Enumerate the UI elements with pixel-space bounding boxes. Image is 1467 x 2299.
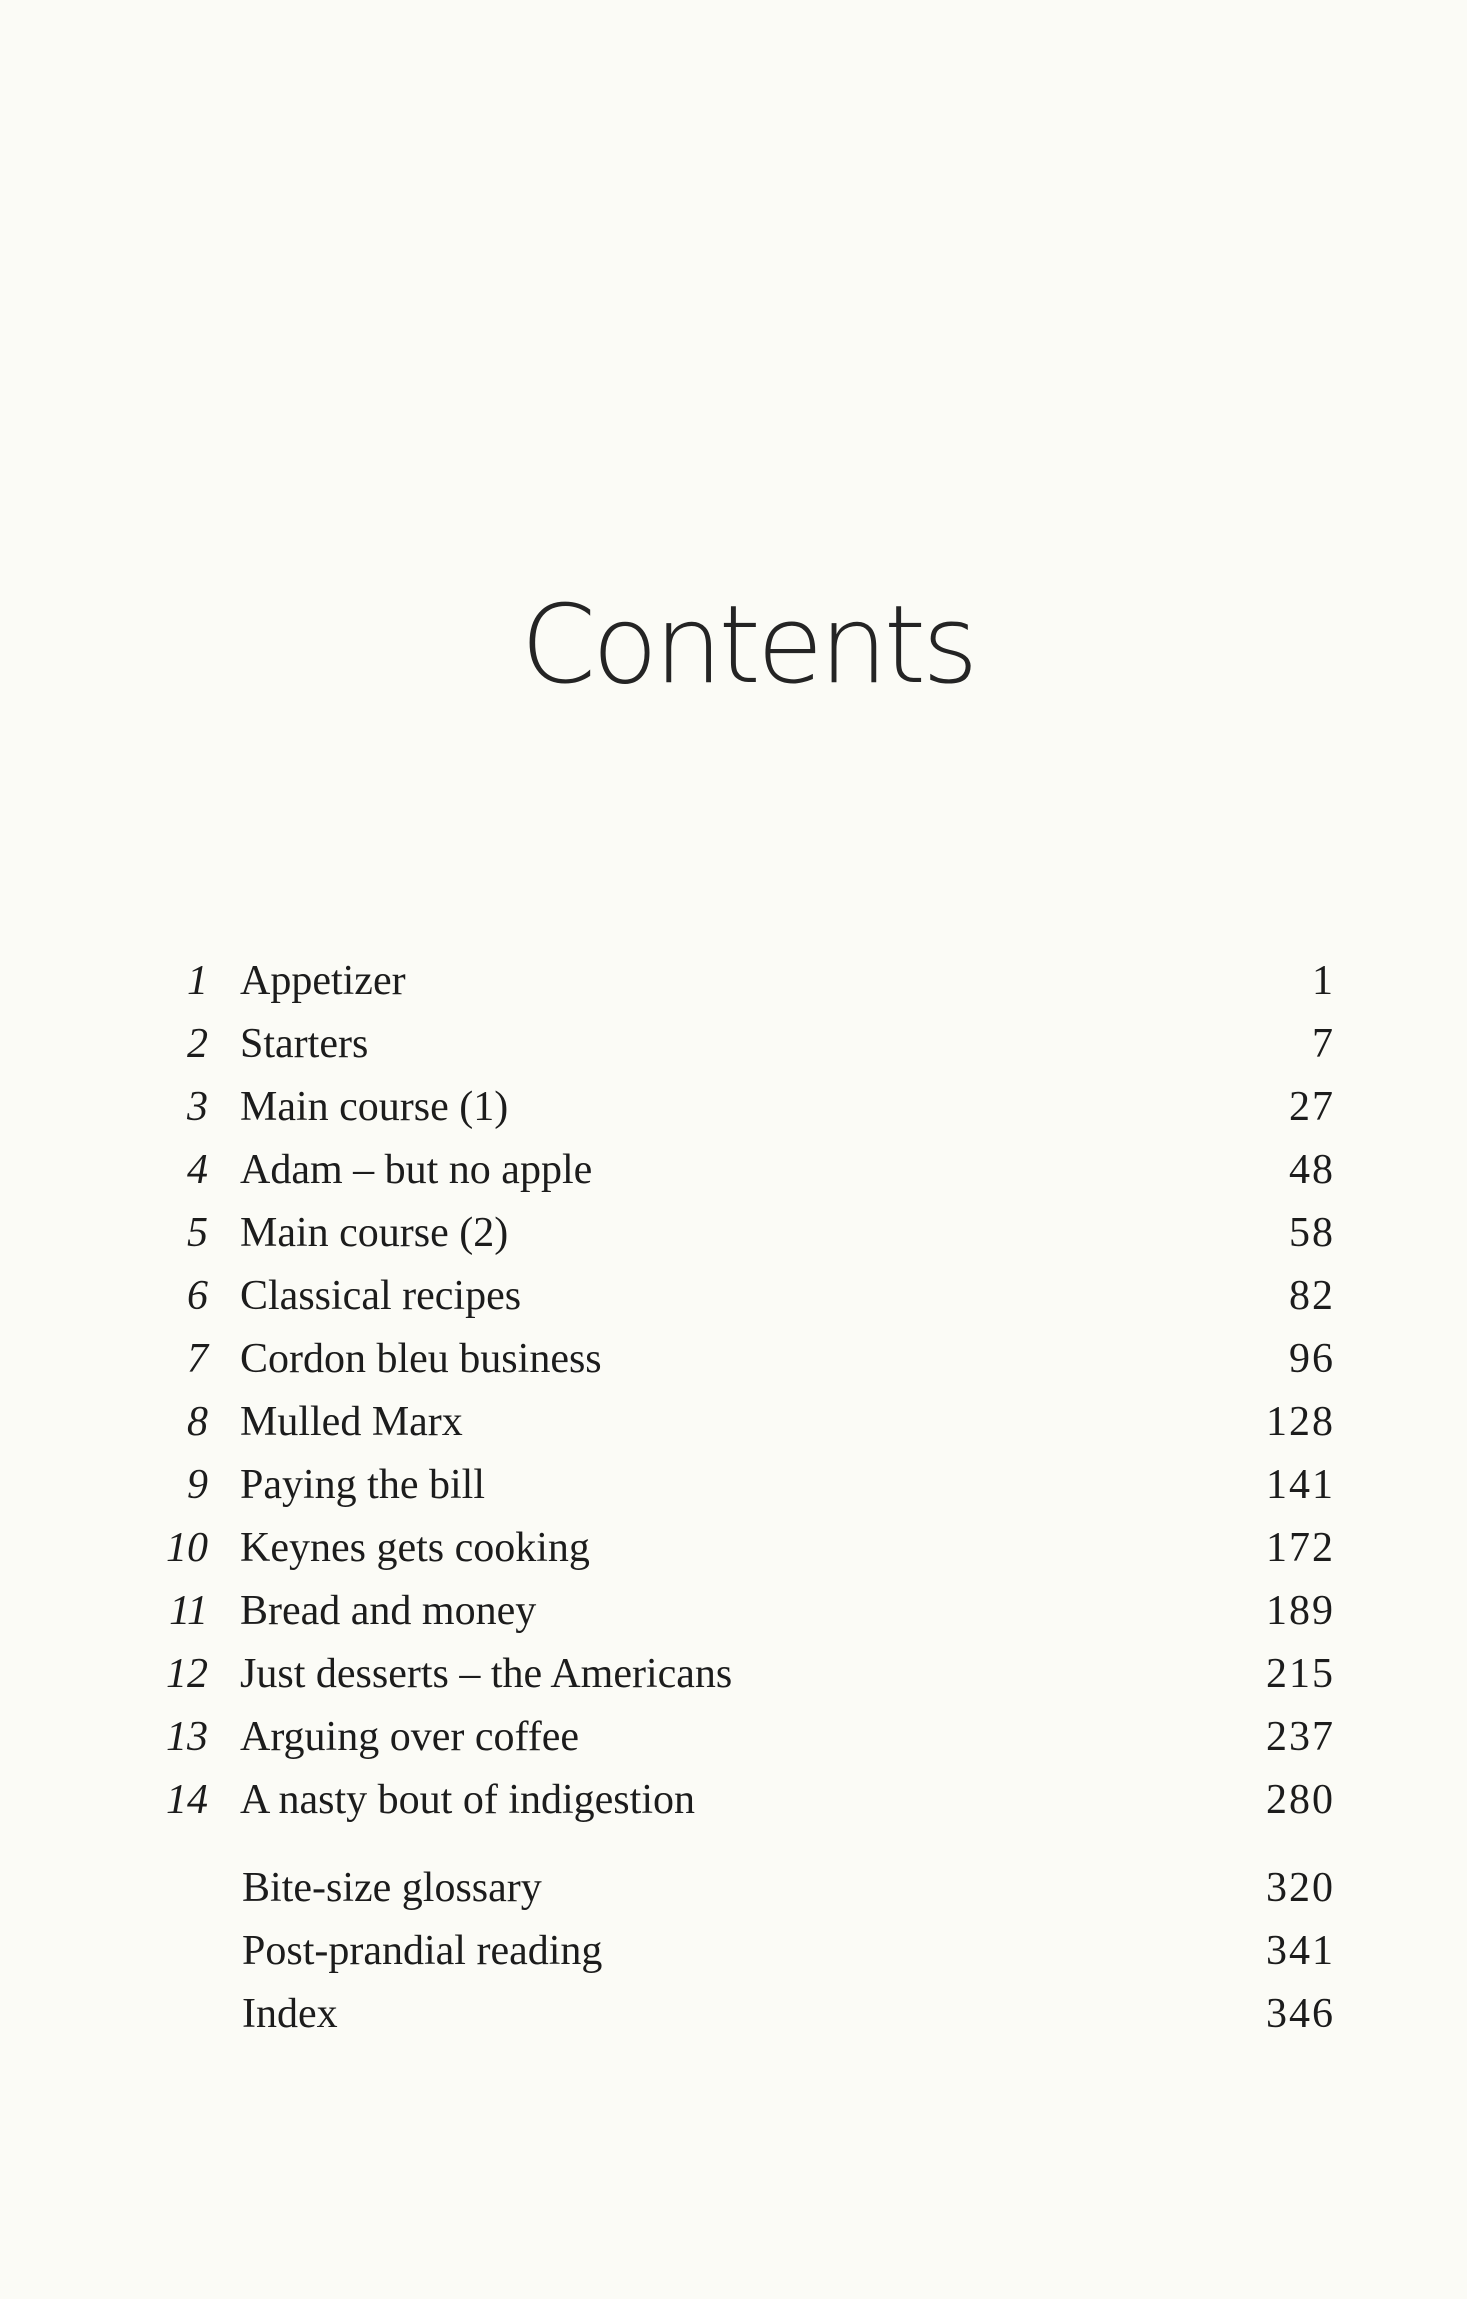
chapter-number: 2 [187,1021,208,1067]
chapter-title: A nasty bout of indigestion [240,1777,695,1823]
chapter-number: 9 [187,1462,208,1508]
chapter-title: Classical recipes [240,1273,522,1319]
toc-entry [150,1706,1335,1769]
page-number: 7 [1312,1021,1335,1067]
chapter-title: Mulled Marx [240,1399,463,1445]
chapter-title: Arguing over coffee [240,1714,579,1760]
toc-entry [150,1857,1335,1920]
page-number: 27 [1289,1084,1335,1130]
page-number: 1 [1312,958,1335,1004]
page-number: 128 [1266,1399,1335,1445]
chapter-number: 1 [187,958,208,1004]
toc-entry [150,1202,1335,1265]
page-number: 189 [1266,1588,1335,1634]
page-number: 48 [1289,1147,1335,1193]
toc-entry [150,1643,1335,1706]
back-matter-title: Bite-size glossary [242,1865,542,1911]
chapter-number: 8 [187,1399,208,1445]
chapter-number: 10 [166,1525,208,1571]
toc-entry [150,1265,1335,1328]
toc-entry [150,1769,1335,1832]
page-number: 320 [1266,1865,1335,1911]
chapter-title: Just desserts – the Americans [240,1651,733,1697]
back-matter-title: Index [242,1991,338,2037]
chapter-title: Cordon bleu business [240,1336,602,1382]
chapter-number: 5 [187,1210,208,1256]
back-matter-title: Post-prandial reading [242,1928,603,1974]
chapter-number: 14 [166,1777,208,1823]
page-number: 341 [1266,1928,1335,1974]
toc-entry [150,1454,1335,1517]
toc-entry [150,1328,1335,1391]
page-number: 280 [1266,1777,1335,1823]
page-number: 237 [1266,1714,1335,1760]
section-gap [150,1832,1335,1857]
table-of-contents [150,950,1335,2046]
chapter-number: 12 [166,1651,208,1697]
chapter-number: 7 [187,1336,208,1382]
chapter-title: Starters [240,1021,369,1067]
toc-entry [150,1139,1335,1202]
chapter-title: Adam – but no apple [240,1147,593,1193]
page-number: 82 [1289,1273,1335,1319]
page-number: 96 [1289,1336,1335,1382]
chapter-title: Keynes gets cooking [240,1525,590,1571]
toc-entry [150,1076,1335,1139]
page-number: 346 [1266,1991,1335,2037]
page-title: Contents [520,583,975,709]
chapter-title: Appetizer [240,958,406,1004]
chapter-title: Main course (2) [240,1210,509,1256]
toc-entry [150,1580,1335,1643]
chapter-number: 3 [187,1084,208,1130]
toc-entry [150,1391,1335,1454]
chapter-number: 4 [187,1147,208,1193]
toc-entry [150,1983,1335,2046]
chapter-title: Paying the bill [240,1462,485,1508]
page-number: 58 [1289,1210,1335,1256]
chapter-number: 6 [187,1273,208,1319]
toc-entry [150,1517,1335,1580]
chapter-title: Main course (1) [240,1084,509,1130]
page-number: 215 [1266,1651,1335,1697]
chapter-number: 13 [166,1714,208,1760]
toc-entry [150,1013,1335,1076]
page-number: 141 [1266,1462,1335,1508]
page-number: 172 [1266,1525,1335,1571]
chapter-number: 11 [169,1588,208,1634]
chapter-title: Bread and money [240,1588,537,1634]
toc-entry [150,950,1335,1013]
toc-entry [150,1920,1335,1983]
